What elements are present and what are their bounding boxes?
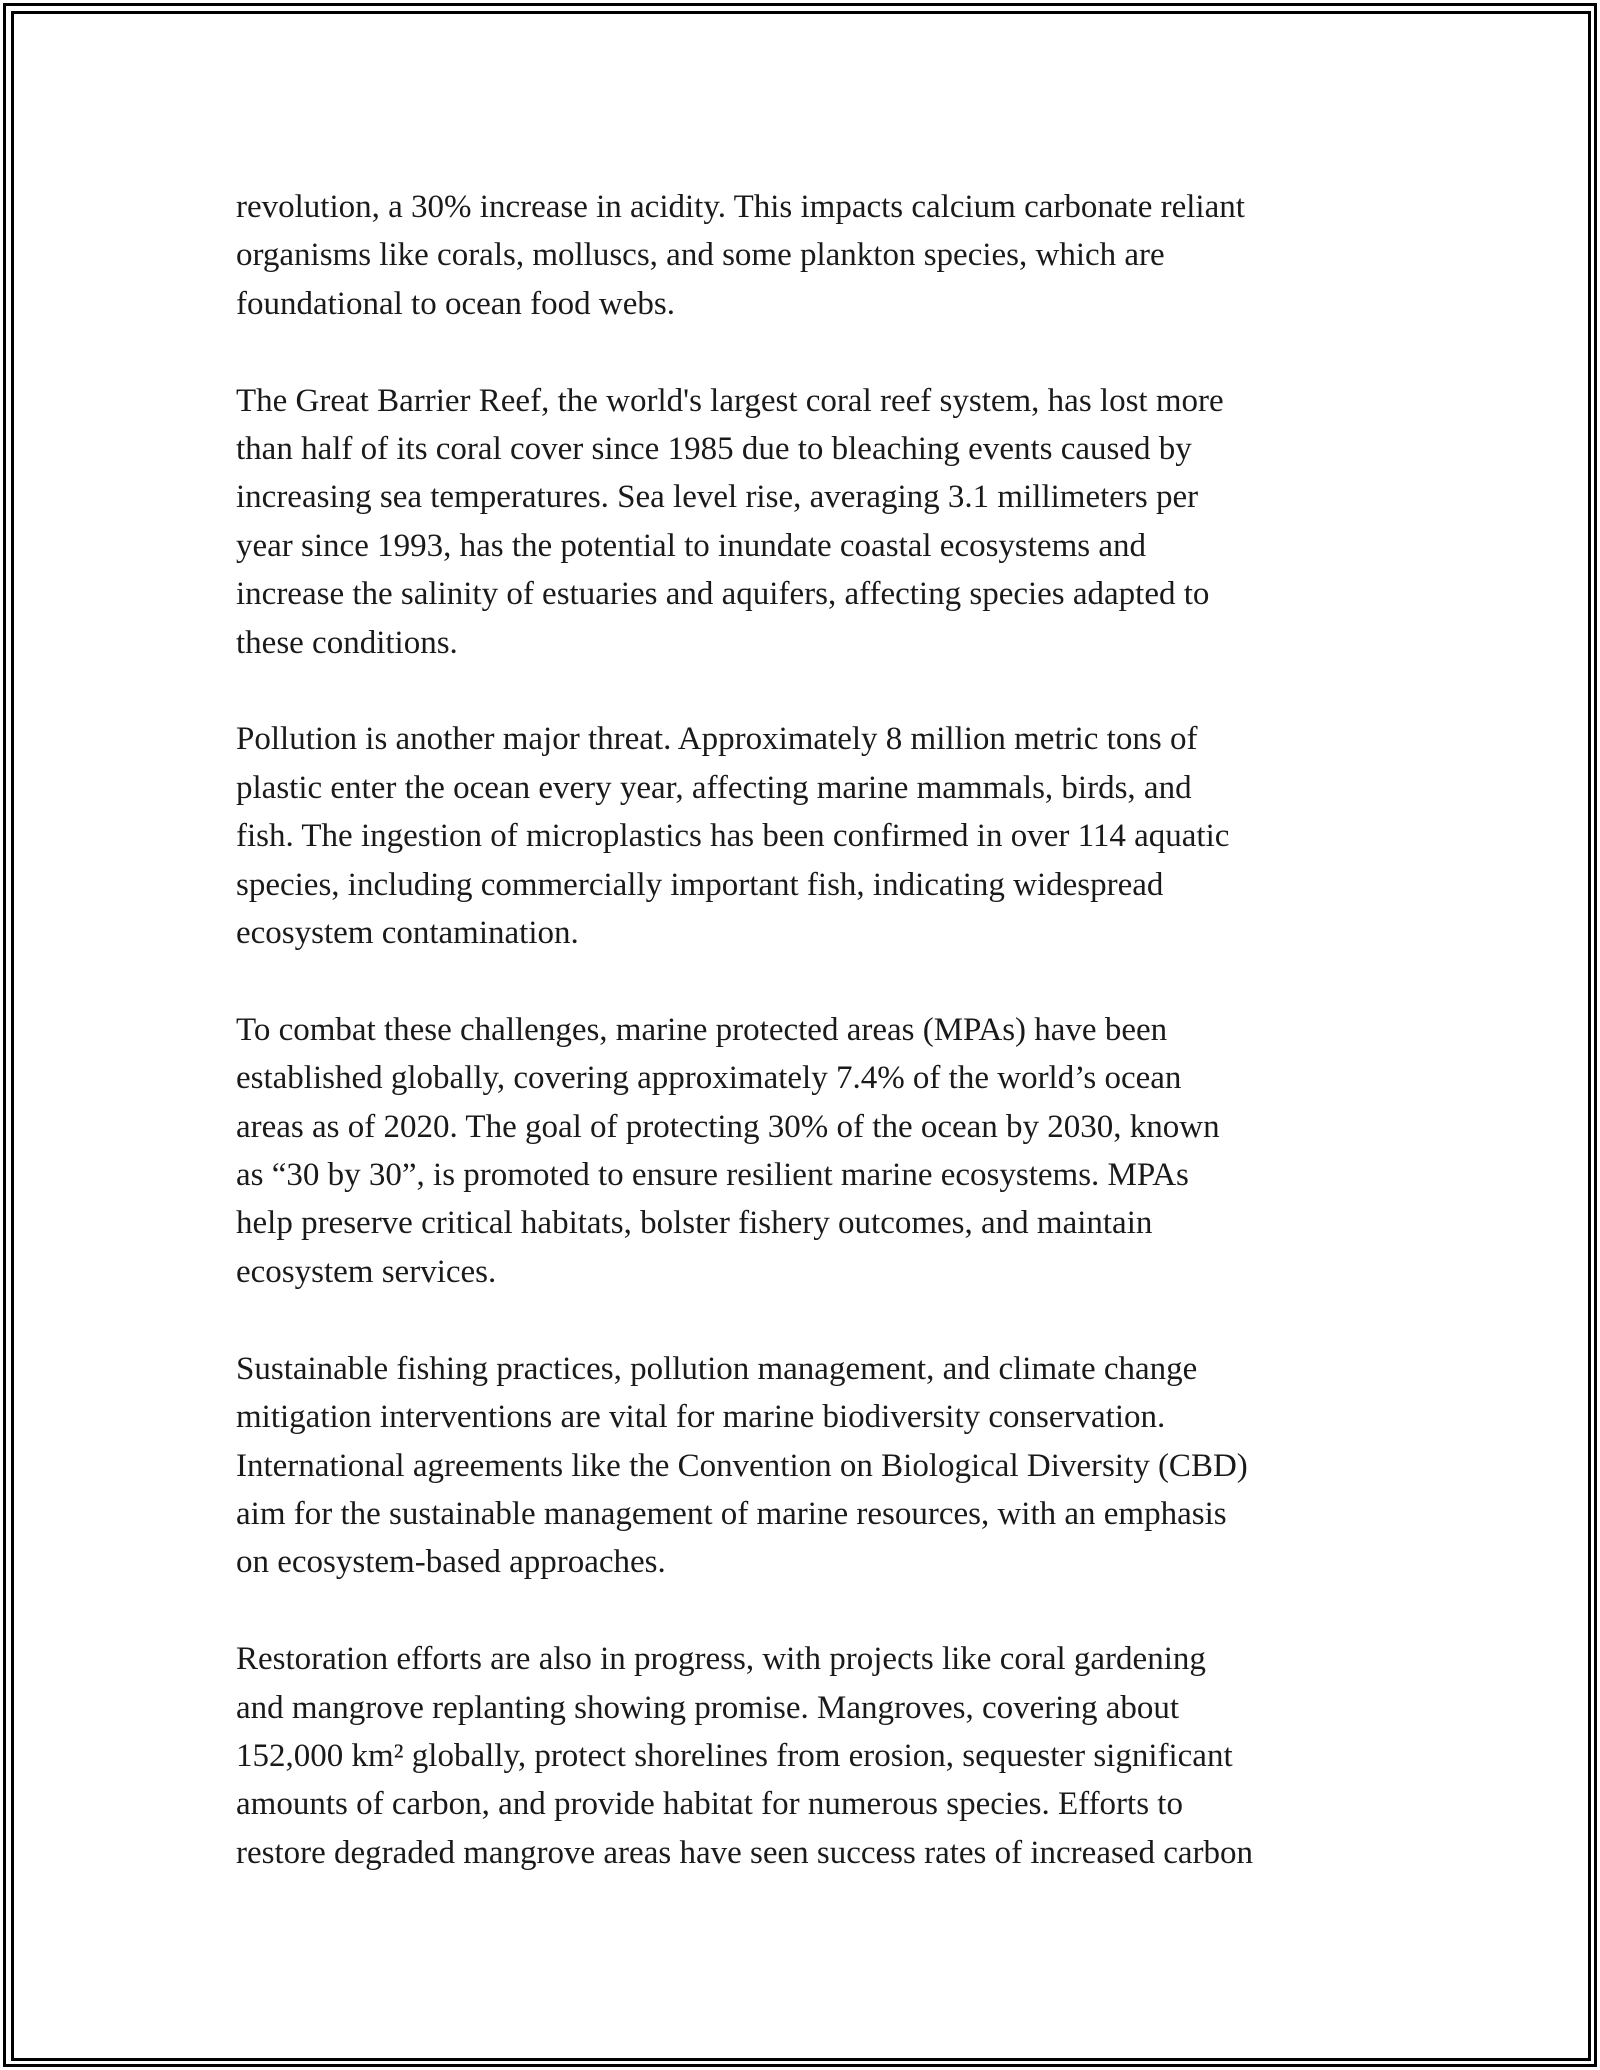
paragraph-restoration-efforts: Restoration efforts are also in progress, with projects like coral gardening and mangrove replanting showing promise. Mangroves, covering about 152,000 km² globally, protect shorelines from erosion, sequester significant amounts of carbon, and provide habitat for numerous species. Efforts to restore degraded mangrove areas have seen success rates of increased carbon <box>236 1641 1253 1871</box>
paragraph-great-barrier-reef: The Great Barrier Reef, the world's largest coral reef system, has lost more than half of its coral cover since 1985 due to bleaching events caused by increasing sea temperatures. Sea level rise, averaging 3.1 millimeters per year since 1993, has the potential to inundate coastal ecosystems and increase the salinity of estuaries and aquifers, affecting species adapted to these conditions. <box>236 382 1224 661</box>
paragraph-marine-protected-areas: To combat these challenges, marine protected areas (MPAs) have been established globally, covering approximately 7.4% of the world’s ocean areas as of 2020. The goal of protecting 30% of the ocean by 2030, known as “30 by 30”, is promoted to ensure resilient marine ecosystems. MPAs help preserve critical habitats, bolster fishery outcomes, and maintain ecosystem services. <box>236 1011 1220 1290</box>
paragraph-pollution: Pollution is another major threat. Approximately 8 million metric tons of plastic enter the ocean every year, affecting marine mammals, birds, and fish. The ingestion of microplastics has been confirmed in over 114 aquatic species, including commercially important fish, indicating widespread ecosystem contamination. <box>236 721 1230 952</box>
paragraph-sustainable-practices: Sustainable fishing practices, pollution management, and climate change mitigation interventions are vital for marine biodiversity conservation. International agreements like the Convention on Biological Diversity (CBD) aim for the sustainable management of marine resources, with an emphasis on ecosystem-based approaches. <box>236 1350 1248 1581</box>
paragraph-ocean-acidification: revolution, a 30% increase in acidity. This impacts calcium carbonate reliant organisms like corals, molluscs, and some plankton species, which are foundational to ocean food webs. <box>236 189 1245 322</box>
document-body <box>236 183 1376 1926</box>
